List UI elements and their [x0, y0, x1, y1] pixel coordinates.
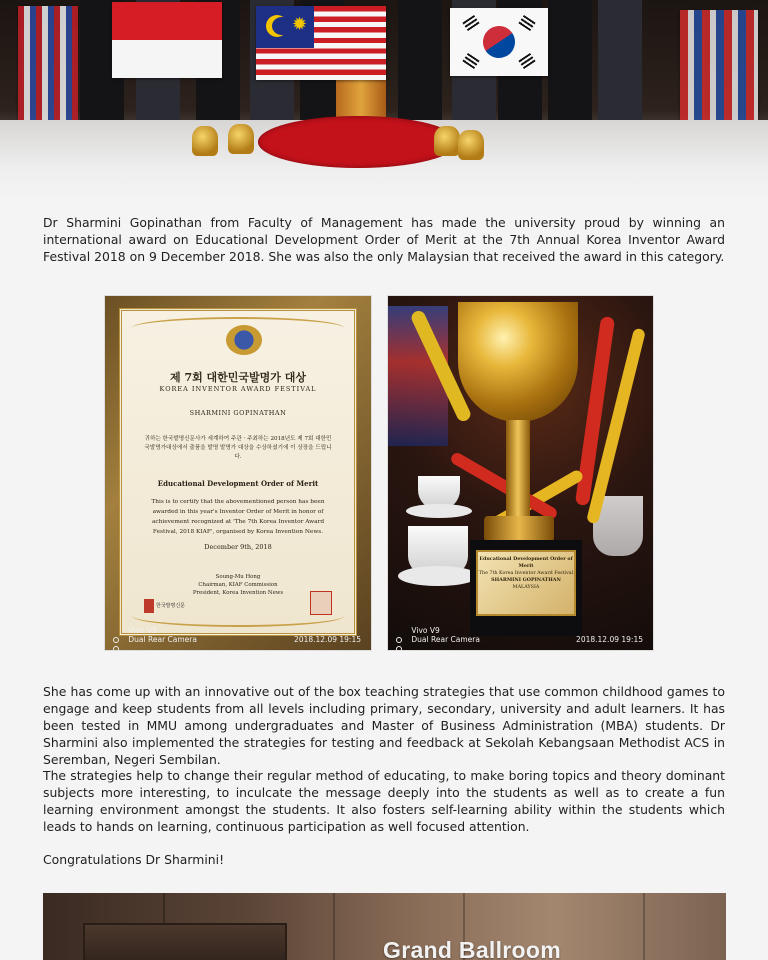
trophy-icon	[228, 124, 254, 154]
certificate-photo	[105, 296, 371, 650]
camera-model: Vivo V9	[411, 626, 440, 635]
malaysia-flag: ✹	[256, 6, 386, 80]
korea-flag	[450, 8, 548, 76]
signatory-role-1: Chairman, KIAF Commission	[198, 582, 278, 588]
article-paragraph-benefits: The strategies help to change their regular method of educating, to make boring topics and theory dominant subjects more interesting, to inculcate the message deeply into the students as well as to create a fun learning environment amongst the students. It also fosters self-learning ability within the students which leads to hands on learning, continuous participation as well focused attention.	[43, 768, 725, 834]
plaque-line-4: MALAYSIA	[512, 585, 540, 590]
trophy-plaque	[476, 550, 576, 616]
certificate-body-english: This is to certify that the abovementioned person has been awarded in this year's Inventor Order of Merit in honor of achievement recognized at 'The 7th Korea Inventor Award Festival, 2018 KIAF', organised by Korea Invention News.	[151, 499, 325, 535]
camera-label: Dual Rear Camera	[411, 635, 480, 644]
certificate-recipient: SHARMINI GOPINATHAN	[189, 409, 287, 417]
camera-model: Vivo V9	[128, 626, 157, 635]
certificate	[119, 308, 357, 636]
trophy-photo	[388, 296, 653, 650]
certificate-date: December 9th, 2018	[204, 543, 272, 551]
ballroom-photo	[43, 893, 726, 960]
photo-timestamp: 2018.12.09 19:15	[294, 635, 361, 644]
certificate-body-korean: 귀하는 한국발명신문사가 세계하여 주관 · 주최하는 2018년도 제 7회 대한민국발명가대상에서 출품을 발명 발명가 대상을 수상하셨기에 이 상장을 드립니다.	[144, 436, 332, 460]
signatory-name: Soung-Mu Hong	[215, 574, 261, 580]
camera-lens-icon	[396, 636, 406, 644]
photo-timestamp: 2018.12.09 19:15	[576, 635, 643, 644]
red-carpet	[258, 116, 458, 168]
camera-watermark	[396, 626, 480, 644]
plaque-line-3: SHARMINI GOPINATHAN	[491, 577, 561, 583]
camera-watermark	[113, 626, 197, 644]
ballroom-sign: Grand Ballroom	[383, 937, 562, 960]
camera-lens-icon	[113, 636, 123, 644]
hero-ceremony-photo	[0, 0, 768, 200]
flag-row-left	[18, 6, 78, 126]
plaque-line-1: Educational Development Order of Merit	[479, 556, 573, 569]
kiaf-emblem-icon	[226, 325, 262, 355]
article-paragraph-intro: Dr Sharmini Gopinathan from Faculty of Management has made the university proud by winning an international award on Educational Development Order of Merit at the 7th Annual Korea Inventor Award Festival 2018 on 9 December 2018. She was also the only Malaysian that received the award in this category.	[43, 215, 725, 264]
trophy-cup-icon	[458, 302, 578, 422]
article-paragraph-strategies: She has come up with an innovative out of the box teaching strategies that use common childhood games to engage and keep students from all levels including primary, secondary, university and adult learners. It has been tested in MMU among undergraduates and Master of Business Administration (MBA) students. Dr Sharmini also implemented the strategies for testing and feedback at Sekolah Kebangsaan Methodist ACS in Seremban, Negeri Sembilan.	[43, 684, 725, 767]
trophy-icon	[434, 126, 460, 156]
camera-label: Dual Rear Camera	[128, 635, 197, 644]
certificate-title-korean: 제 7회 대한민국발명가 대상	[169, 371, 307, 384]
ballroom-door	[83, 923, 287, 960]
certificate-award-name: Educational Development Order of Merit	[157, 479, 319, 488]
trophy-icon	[192, 126, 218, 156]
indonesia-flag	[112, 2, 222, 78]
trophy-icon	[458, 130, 484, 160]
certificate-title-english: KOREA INVENTOR AWARD FESTIVAL	[159, 385, 317, 393]
korea-invention-news-logo: 한국발명신문	[144, 599, 216, 613]
signatory-role-2: President, Korea Invention News	[192, 590, 284, 596]
plaque-line-2: The 7th Korea Inventor Award Festival	[478, 571, 574, 576]
article-paragraph-congratulations: Congratulations Dr Sharmini!	[43, 852, 225, 867]
